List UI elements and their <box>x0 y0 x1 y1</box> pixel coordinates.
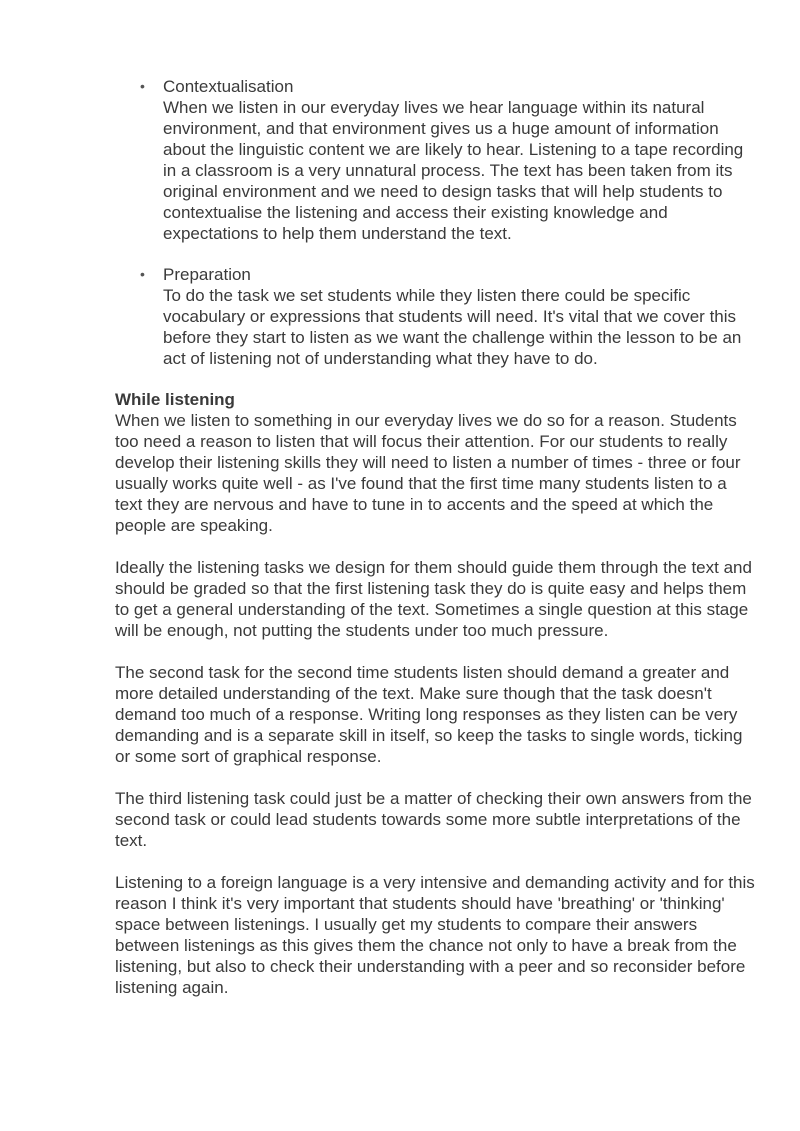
bullet-text: To do the task we set students while they listen there could be specific vocabulary or expressions that students will need. It's vital that we cover this before they start to listen as we want the challenge within the lesson to be an act of listening not of understanding what they have to do. <box>163 286 742 368</box>
bullet-icon: • <box>140 78 145 94</box>
while-listening-section <box>115 389 755 998</box>
bullet-icon: • <box>140 266 145 282</box>
paragraph: Ideally the listening tasks we design for them should guide them through the text and should be graded so that the first listening task they do is quite easy and helps them to get a general understanding of the text. Sometimes a single question at this stage will be enough, not putting the students under too much pressure. <box>115 558 752 640</box>
bullet-list <box>115 76 755 369</box>
bullet-title: Preparation <box>163 265 251 284</box>
paragraph: The second task for the second time students listen should demand a greater and more detailed understanding of the text. Make sure though that the task doesn't demand too much of a response. Writing long responses as they listen can be very demanding and is a separate skill in itself, so keep the tasks to single words, ticking or some sort of graphical response. <box>115 663 743 766</box>
bullet-text: When we listen in our everyday lives we hear language within its natural environment, and that environment gives us a huge amount of information about the linguistic content we are likely to hear. Listening to a tape recording in a classroom is a very unnatural process. The text has been taken from its original environment and we need to design tasks that will help students to contextualise the listening and access their existing knowledge and expectations to help them understand the text. <box>163 98 744 243</box>
section-heading: While listening <box>115 390 235 409</box>
document-page <box>115 76 755 1019</box>
list-item <box>115 264 755 369</box>
paragraph: Listening to a foreign language is a very intensive and demanding activity and for this reason I think it's very important that students should have 'breathing' or 'thinking' space between listenings. I usually get my students to compare their answers between listenings as this gives them the chance not only to have a break from the listening, but also to check their understanding with a peer and so reconsider before listening again. <box>115 873 755 997</box>
list-item <box>115 76 755 244</box>
paragraph: When we listen to something in our everyday lives we do so for a reason. Students too need a reason to listen that will focus their attention. For our students to really develop their listening skills they will need to listen a number of times - three or four usually works quite well - as I've found that the first time many students listen to a text they are nervous and have to tune in to accents and the speed at which the people are speaking. <box>115 411 741 535</box>
paragraph: The third listening task could just be a matter of checking their own answers from the second task or could lead students towards some more subtle interpretations of the text. <box>115 789 752 850</box>
bullet-title: Contextualisation <box>163 77 294 96</box>
